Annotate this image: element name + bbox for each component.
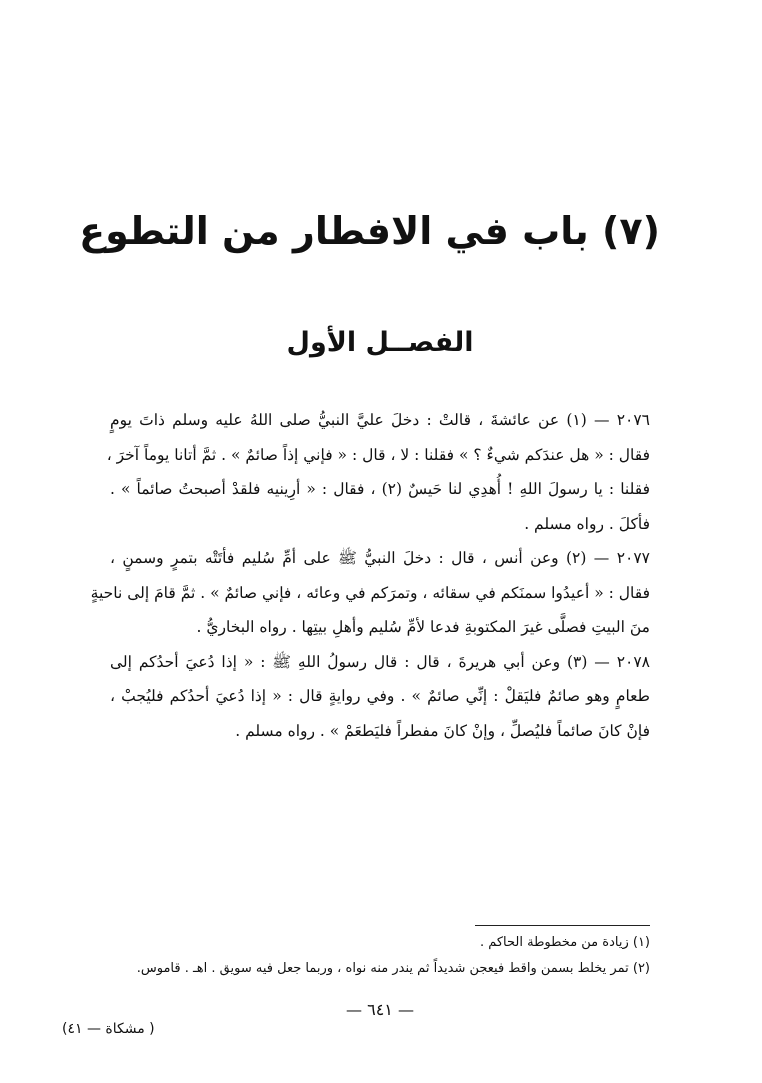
footnote-divider xyxy=(475,925,650,926)
hadith-2076-line-4: فأكلَ . رواه مسلم . xyxy=(524,514,650,533)
footnote-1: (١) زيادة من مخطوطة الحاكم . xyxy=(479,935,650,950)
chapter-title: (٧) باب في الافطار من التطوع xyxy=(79,209,660,253)
hadith-2076-line-3: فقلنا : يا رسولَ اللهِ ! أُهدِي لنا حَيسٌ (٢) ، فقال : « أرِينيه فلقدْ أصبحتُ صائماً » . xyxy=(110,480,650,498)
hadith-2078-line-2: طعامٍ وهو صائمٌ فليَقلْ : إنِّي صائمٌ » . وفي روايةٍ قال : « إذا دُعيَ أحدُكم فليُجبْ ، xyxy=(110,687,650,705)
footnote-2: (٢) تمر يخلط بسمن واقط فيعجن شديداً ثم يندر منه نواه ، وربما جعل فيه سويق . اهـ . قاموس. xyxy=(136,961,650,976)
page-number: — ٦٤١ — xyxy=(346,1000,414,1019)
footnotes-block xyxy=(90,930,650,982)
hadith-text-block xyxy=(90,403,650,748)
hadith-2076-line-1: ٢٠٧٦ — (١) عن عائشةَ ، قالتْ : دخلَ عليَّ النبيُّ صلى اللهُ عليه وسلم ذاتَ يومٍ xyxy=(110,411,650,429)
hadith-2077-line-2: فقال : « أعيدُوا سمنَكم في سقائه ، وتمرَكم في وعائه ، فإني صائمٌ » . ثمَّ قامَ إلى ناحيةٍ xyxy=(90,583,650,602)
hadith-2078-line-1: ٢٠٧٨ — (٣) وعن أبي هريرةَ ، قال : قال رسولُ اللهِ ﷺ : « إذا دُعيَ أحدُكم إلى xyxy=(110,652,650,671)
hadith-2076-line-2: فقال : « هل عندَكم شيءٌ ؟ » فقلنا : لا ، قال : « فإني إذاً صائمٌ » . ثمَّ أتانا يوماً آخرَ ، xyxy=(106,445,650,464)
section-title: الفصــل الأول xyxy=(286,327,474,358)
hadith-2077-line-1: ٢٠٧٧ — (٢) وعن أنس ، قال : دخلَ النبيُّ ﷺ على أمِّ سُليم فأتَتْه بتمرٍ وسمنٍ ، xyxy=(110,549,650,567)
hadith-2077-line-3: منَ البيتِ فصلَّى غيرَ المكتوبةِ فدعا لأمِّ سُليم وأهلِ بيتِها . رواه البخاريُّ . xyxy=(196,618,650,636)
hadith-2078-line-3: فإنْ كانَ صائماً فليُصلِّ ، وإنْ كانَ مفطراً فليَطعَمْ » . رواه مسلم . xyxy=(235,721,650,740)
printer-signature-mark: ( مشكاة — ٤١) xyxy=(62,1021,155,1037)
